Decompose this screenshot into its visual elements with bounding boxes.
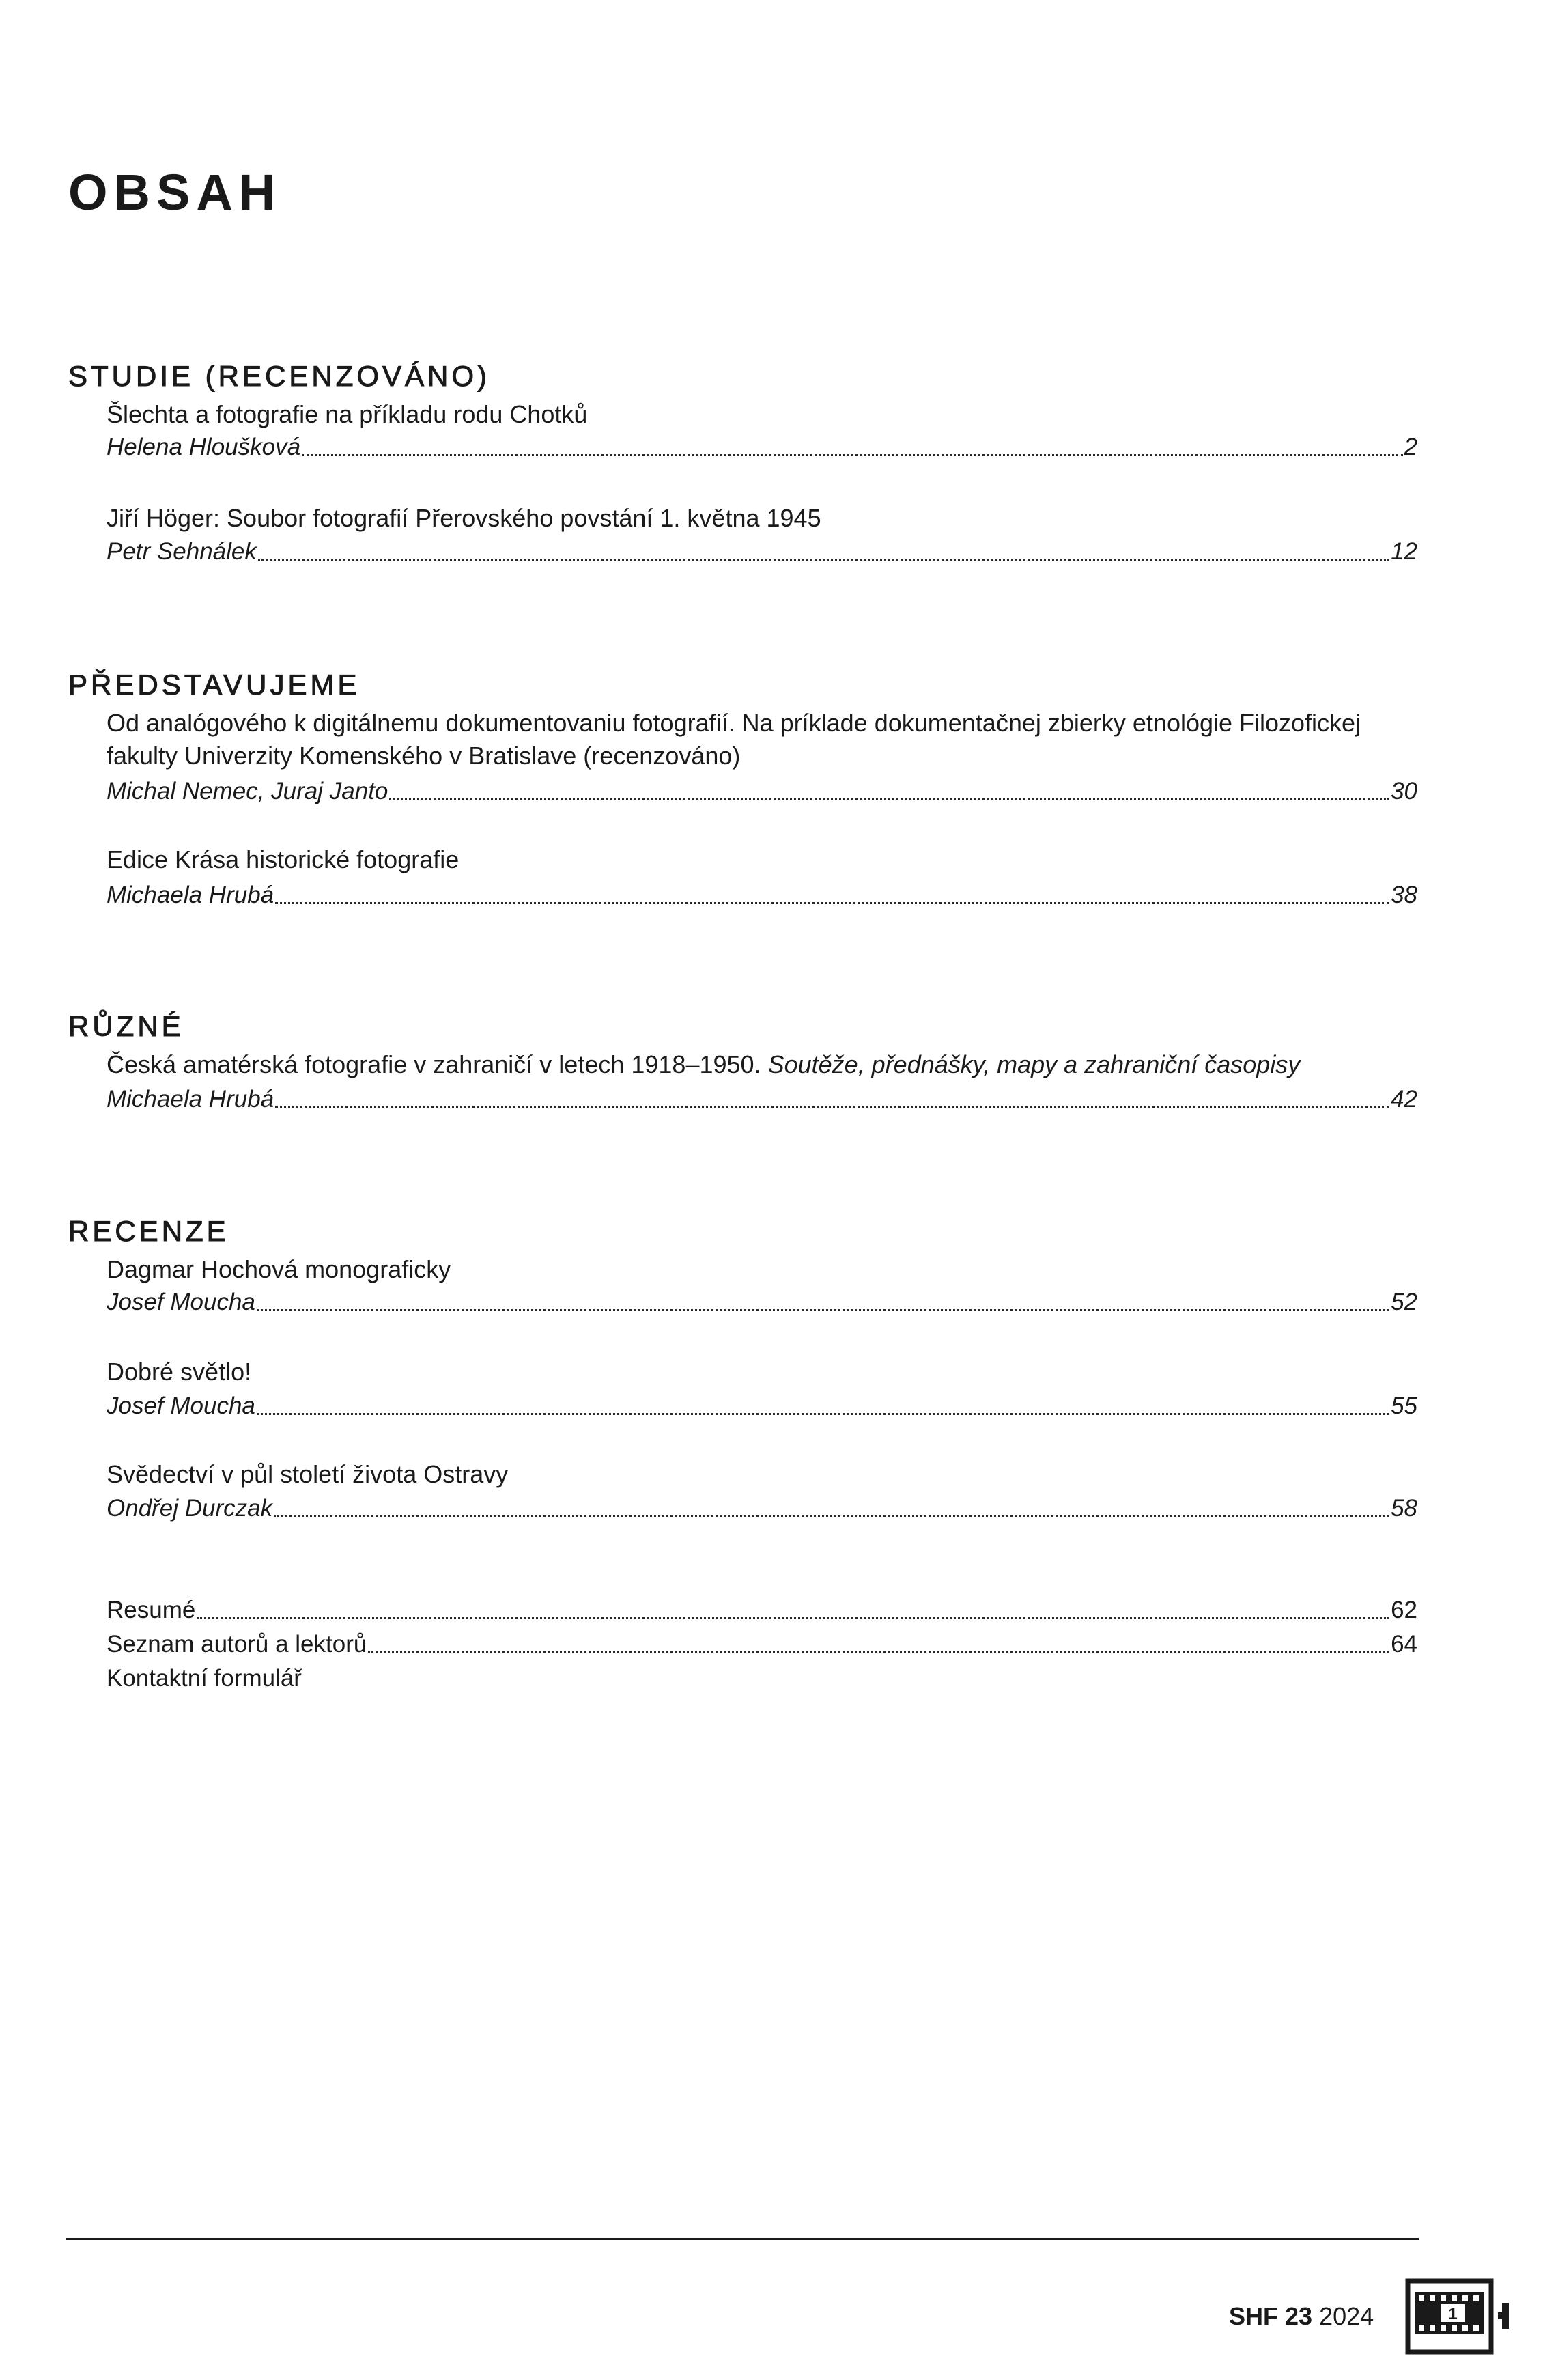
entry-author: Ondřej Durczak — [107, 1495, 273, 1522]
appendix-page-number: 62 — [1391, 1597, 1417, 1623]
entry-author: Michaela Hrubá — [107, 1086, 274, 1112]
toc-author-line — [107, 1083, 1417, 1116]
dot-leader — [302, 454, 1402, 456]
entry-title: Dagmar Hochová monograficky — [107, 1255, 451, 1283]
toc-author-line — [107, 1492, 1417, 1525]
section-heading-ruzne: RŮZNÉ — [68, 1010, 184, 1042]
entry-title — [107, 1048, 1417, 1081]
dot-leader — [274, 1515, 1389, 1517]
entry-page-number: 52 — [1391, 1289, 1417, 1315]
entry-title: Od analógového k digitálnemu dokumentovaniu fotografií. Na príklade dokumentačnej zbierky etnológie Filozofickej fakulty Univerzity Komenského v Bratislave (recenzováno) — [107, 709, 1361, 770]
toc-author-line — [107, 535, 1417, 568]
appendix-title: Kontaktní formulář — [107, 1665, 302, 1692]
entry-page-number: 58 — [1391, 1495, 1417, 1522]
footer-page-number: 1 — [1448, 2305, 1458, 2323]
journal-year: 2024 — [1319, 2302, 1374, 2330]
toc-author-line — [107, 1390, 1417, 1423]
page-title: OBSAH — [68, 164, 282, 221]
entry-author: Michal Nemec, Juraj Janto — [107, 778, 388, 804]
entry-title-main: Česká amatérská fotografie v zahraničí v letech 1918–1950. — [107, 1050, 761, 1078]
entry-title: Dobré světlo! — [107, 1358, 252, 1386]
entry-title: Jiří Höger: Soubor fotografií Přerovského povstání 1. května 1945 — [107, 504, 821, 532]
entry-page-number: 55 — [1391, 1392, 1417, 1419]
toc-author-line — [107, 1286, 1417, 1319]
appendix-title: Seznam autorů a lektorů — [107, 1631, 367, 1657]
dot-leader — [275, 1106, 1389, 1108]
footer-rule — [66, 2238, 1419, 2240]
dot-leader — [368, 1651, 1389, 1653]
entry-page-number: 12 — [1391, 538, 1417, 565]
toc-author-line — [107, 879, 1417, 912]
dot-leader — [257, 1413, 1389, 1415]
section-heading-studie: STUDIE (RECENZOVÁNO) — [68, 360, 491, 392]
entry-page-number: 2 — [1404, 434, 1417, 460]
entry-author: Josef Moucha — [107, 1289, 255, 1315]
dot-leader — [258, 559, 1389, 561]
entry-title: Svědectví v půl století života Ostravy — [107, 1460, 509, 1488]
entry-title-subtitle: Soutěže, přednášky, mapy a zahraniční časopisy — [761, 1050, 1301, 1078]
footer-journal-label — [1229, 2301, 1374, 2332]
entry-author: Josef Moucha — [107, 1392, 255, 1419]
appendix-title: Resumé — [107, 1597, 196, 1623]
appendix-page-number: 64 — [1391, 1631, 1417, 1657]
film-strip-logo-icon — [1405, 2278, 1513, 2355]
dot-leader — [389, 798, 1389, 800]
entry-title: Šlechta a fotografie na příkladu rodu Chotků — [107, 400, 588, 428]
entry-page-number: 30 — [1391, 778, 1417, 804]
appendix-line-resume — [107, 1594, 1417, 1627]
entry-page-number: 42 — [1391, 1086, 1417, 1112]
section-heading-predstavujeme: PŘEDSTAVUJEME — [68, 669, 360, 701]
toc-author-line — [107, 431, 1417, 464]
entry-author: Petr Sehnálek — [107, 538, 257, 565]
entry-page-number: 38 — [1391, 882, 1417, 908]
dot-leader — [197, 1617, 1389, 1619]
entry-author: Michaela Hrubá — [107, 882, 274, 908]
dot-leader — [257, 1309, 1389, 1311]
appendix-line-contact — [107, 1662, 1417, 1695]
entry-title: Edice Krása historické fotografie — [107, 845, 459, 873]
dot-leader — [275, 902, 1389, 904]
journal-abbreviation: SHF 23 — [1229, 2302, 1313, 2330]
appendix-line-authors — [107, 1628, 1417, 1661]
toc-author-line — [107, 775, 1417, 808]
entry-author: Helena Hloušková — [107, 434, 301, 460]
section-heading-recenze: RECENZE — [68, 1215, 229, 1247]
